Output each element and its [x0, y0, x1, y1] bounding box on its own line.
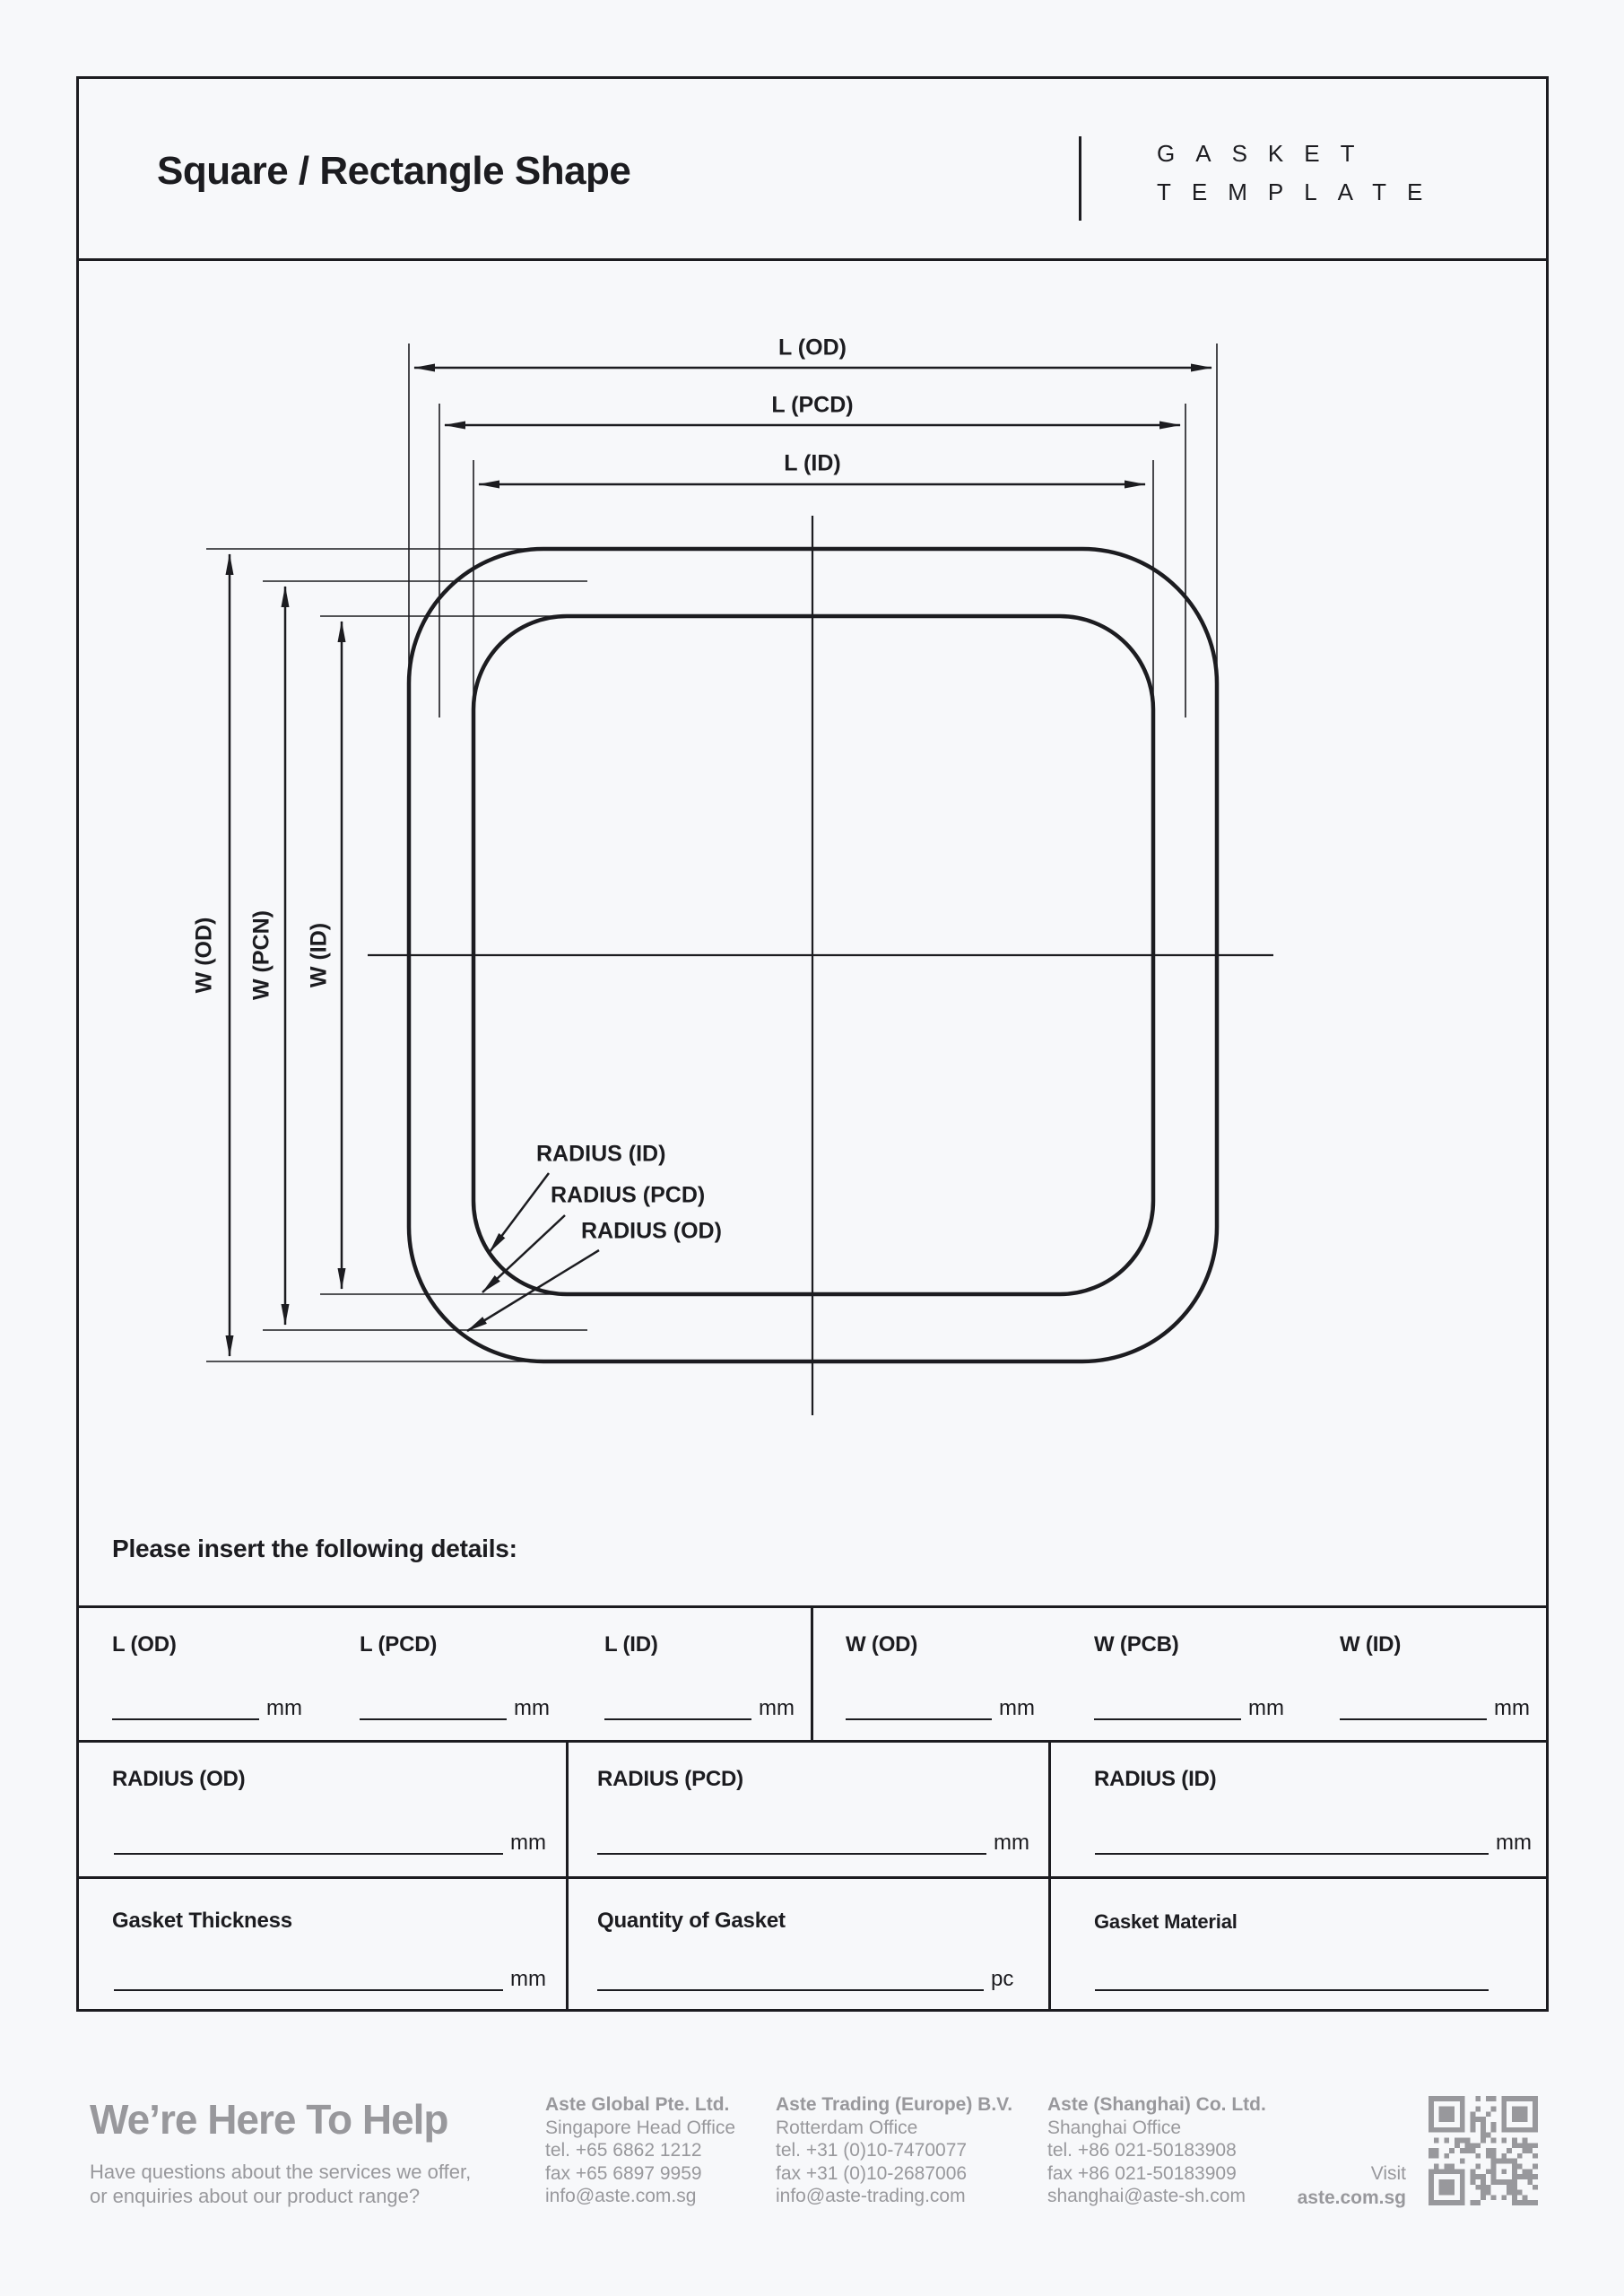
dim-label-w-od: W (OD) — [191, 917, 217, 994]
footer-company-shanghai — [1047, 2093, 1266, 2208]
field-label-gasket-material: Gasket Material — [1094, 1910, 1238, 1933]
brand-line-template: TEMPLATE — [1157, 178, 1444, 205]
unit-l-id: mm — [759, 1696, 795, 1720]
blank-line-l-od — [112, 1692, 259, 1720]
dim-label-w-id: W (ID) — [306, 922, 332, 988]
field-label-l-pcd: L (PCD) — [360, 1632, 438, 1657]
blank-line-gasket-quantity — [597, 1962, 984, 1991]
radius-label-od: RADIUS (OD) — [581, 1218, 722, 1244]
unit-w-pcb: mm — [1248, 1696, 1284, 1720]
footer-company-europe — [776, 2093, 1012, 2208]
dim-label-l-od: L (OD) — [778, 335, 847, 361]
field-label-w-od: W (OD) — [846, 1632, 918, 1657]
unit-gasket-quantity: pc — [991, 1967, 1014, 1991]
brand-line-gasket: GASKET — [1157, 140, 1376, 167]
row23-divider-2 — [1048, 1740, 1051, 2012]
field-l-pcd — [360, 1692, 550, 1720]
company-office: Rotterdam Office — [776, 2117, 918, 2138]
footer-subtext-line2: or enquiries about our product range? — [90, 2185, 421, 2207]
form-intro: Please insert the following details: — [112, 1535, 517, 1562]
field-label-l-id: L (ID) — [604, 1632, 658, 1657]
brand-divider-bar — [1079, 136, 1081, 221]
field-label-w-id: W (ID) — [1340, 1632, 1402, 1657]
unit-w-id: mm — [1494, 1696, 1530, 1720]
field-gasket-thickness — [114, 1962, 546, 1991]
radius-label-id: RADIUS (ID) — [536, 1141, 666, 1167]
blank-line-w-od — [846, 1692, 992, 1720]
blank-line-l-pcd — [360, 1692, 507, 1720]
qr-code-icon — [1429, 2096, 1538, 2205]
field-gasket-quantity — [597, 1962, 1013, 1991]
company-fax: fax +86 021-50183909 — [1047, 2162, 1237, 2184]
company-name: Aste Global Pte. Ltd. — [545, 2094, 730, 2115]
field-radius-id — [1095, 1826, 1532, 1855]
unit-radius-od: mm — [510, 1831, 546, 1855]
details-form-table — [76, 1605, 1549, 2012]
blank-line-radius-pcd — [597, 1826, 986, 1855]
row2-bottom-border — [76, 1876, 1549, 1879]
company-tel: tel. +65 6862 1212 — [545, 2140, 702, 2161]
site-url: aste.com.sg — [1297, 2187, 1406, 2208]
header-divider — [76, 258, 1549, 261]
company-name: Aste (Shanghai) Co. Ltd. — [1047, 2094, 1266, 2115]
field-label-gasket-quantity: Quantity of Gasket — [597, 1909, 786, 1933]
brand-wordmark — [1157, 135, 1443, 212]
dim-label-l-pcd: L (PCD) — [771, 392, 854, 418]
company-fax: fax +31 (0)10-2687006 — [776, 2162, 968, 2184]
field-label-gasket-thickness: Gasket Thickness — [112, 1909, 292, 1933]
row23-divider-1 — [566, 1740, 569, 2012]
unit-l-pcd: mm — [514, 1696, 550, 1720]
field-label-w-pcb: W (PCB) — [1094, 1632, 1179, 1657]
footer-subtext-line1: Have questions about the services we offer, — [90, 2161, 472, 2183]
field-radius-pcd — [597, 1826, 1029, 1855]
footer-subtext — [90, 2160, 471, 2208]
footer-company-singapore — [545, 2093, 735, 2208]
company-office: Shanghai Office — [1047, 2117, 1182, 2138]
field-l-od — [112, 1692, 302, 1720]
blank-line-gasket-material — [1095, 1962, 1489, 1991]
unit-radius-pcd: mm — [994, 1831, 1029, 1855]
company-tel: tel. +31 (0)10-7470077 — [776, 2140, 968, 2161]
blank-line-radius-od — [114, 1826, 503, 1855]
company-fax: fax +65 6897 9959 — [545, 2162, 702, 2184]
company-name: Aste Trading (Europe) B.V. — [776, 2094, 1013, 2115]
unit-radius-id: mm — [1496, 1831, 1532, 1855]
field-w-pcb — [1094, 1692, 1284, 1720]
company-tel: tel. +86 021-50183908 — [1047, 2140, 1237, 2161]
row1-divider — [811, 1605, 813, 1743]
visit-label: Visit — [1370, 2163, 1406, 2184]
unit-l-od: mm — [266, 1696, 302, 1720]
blank-line-l-id — [604, 1692, 751, 1720]
field-label-radius-od: RADIUS (OD) — [112, 1767, 246, 1791]
company-email: info@aste-trading.com — [776, 2186, 966, 2206]
field-gasket-material — [1095, 1962, 1496, 1991]
blank-line-w-pcb — [1094, 1692, 1241, 1720]
unit-gasket-thickness: mm — [510, 1967, 546, 1991]
dim-label-w-pcn: W (PCN) — [248, 910, 274, 1000]
field-radius-od — [114, 1826, 546, 1855]
blank-line-w-id — [1340, 1692, 1487, 1720]
field-w-id — [1340, 1692, 1530, 1720]
company-email: shanghai@aste-sh.com — [1047, 2186, 1246, 2206]
page-title: Square / Rectangle Shape — [157, 149, 631, 193]
field-label-l-od: L (OD) — [112, 1632, 177, 1657]
field-w-od — [846, 1692, 1035, 1720]
footer-heading: We’re Here To Help — [90, 2096, 448, 2143]
dim-label-l-id: L (ID) — [784, 450, 841, 476]
blank-line-radius-id — [1095, 1826, 1489, 1855]
field-l-id — [604, 1692, 795, 1720]
company-office: Singapore Head Office — [545, 2117, 736, 2138]
unit-w-od: mm — [999, 1696, 1035, 1720]
company-email: info@aste.com.sg — [545, 2186, 697, 2206]
footer-visit-block — [1249, 2161, 1406, 2210]
field-label-radius-id: RADIUS (ID) — [1094, 1767, 1217, 1791]
blank-line-gasket-thickness — [114, 1962, 503, 1991]
field-label-radius-pcd: RADIUS (PCD) — [597, 1767, 743, 1791]
radius-label-pcd: RADIUS (PCD) — [551, 1182, 706, 1208]
